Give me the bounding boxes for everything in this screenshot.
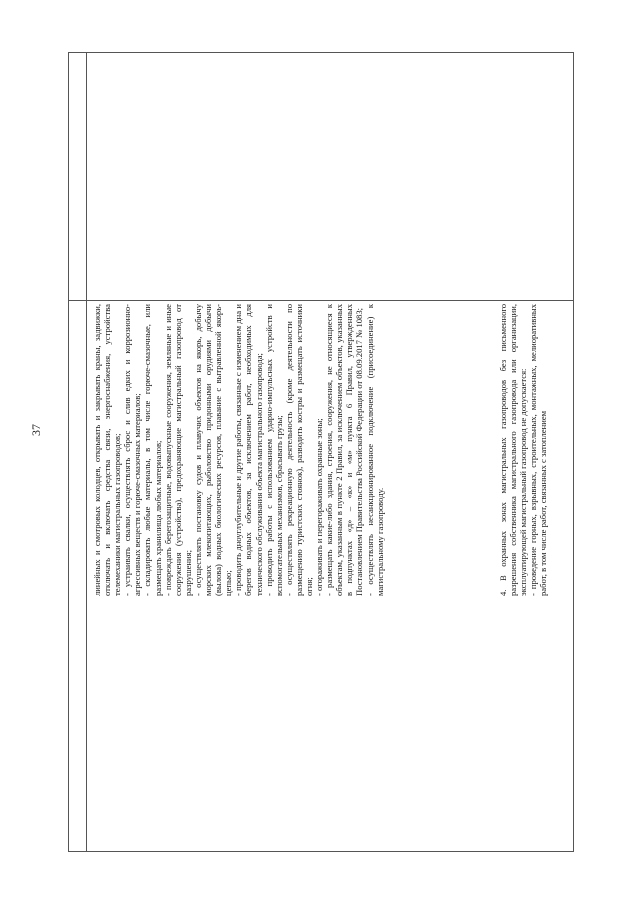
text-block-b <box>498 304 548 596</box>
text-block-a <box>92 304 385 596</box>
paragraph: 4. В охранных зонах магистральных газопроводов без письменного разрешения собственника магистрального газопровода или организации, эксплуатирующей магистральный газопровод не допускается: <box>498 304 529 596</box>
table-border-right <box>573 52 574 852</box>
paragraph: линейных и смотровых колодцев, открывать и закрывать краны, задвижки, отключать и включать средства связи, энергоснабжения, устройства телемеханики магистральных газопроводов; <box>92 304 123 596</box>
paragraph: - осуществлять постановку судов и плавучих объектов на якорь, добычу морских млекопитающих, рыболовство придонными орудиями добычи (вылова) водных биологических ресурсов, плавание с вытравленной якорь-цепью; <box>192 304 234 596</box>
paragraph: - проведение горных, взрывных, строительных, монтажных, мелиоративных работ, в том числе работ, связанных с затоплением <box>528 304 549 596</box>
table-border-left <box>68 52 69 852</box>
paragraph: - складировать любые материалы, в том числе горюче-смазочные, или размещать хранилища любых материалов; <box>142 304 163 596</box>
table-row-divider <box>68 300 574 301</box>
paragraph: - устраивать свалки, осуществлять сброс и слив едких и коррозионно-агрессивных веществ и горюче-смазочных материалов; <box>122 304 143 596</box>
paragraph: - проводить работы с использованием ударно-импульсных устройств и вспомогательных механизмов, сбрасывать грузы; <box>263 304 284 596</box>
page-number: 37 <box>29 424 43 436</box>
paragraph: - проводить дноуглубительные и другие работы, связанные с изменением дна и берегов водных объектов, за исключением работ, необходимых для технического обслуживания объекта магистрального газопровода; <box>233 304 264 596</box>
table-border-bottom <box>68 851 574 852</box>
paragraph: - огораживать и перегораживать охранные зоны; <box>314 418 325 596</box>
table-column-divider <box>86 52 87 852</box>
table-border-top <box>68 52 574 53</box>
paragraph: - размещать какие-либо здания, строения, сооружения, не относящиеся к объектам, указанным в пункте 2 Правил, за исключением объектов, указанных в подпунктах «д» – «к» и «м» пункта 6 Правил, утвержденных Постановлением Правительства Российской Федерации от 08.09.2017 № 1083; <box>324 304 365 596</box>
paragraph: - осуществлять рекреационную деятельность (кроме деятельности по размещению туристских стоянок), разводить костры и размещать источники огня; <box>283 304 314 596</box>
paragraph: - осуществлять несанкционированное подключение (присоединение) к магистральному газопроводу. <box>364 304 385 596</box>
paragraph: - повреждать берегозащитные, водовыпускные сооружения, земляные и иные сооружения (устройства), предохраняющие магистральный газопровод от разрушения; <box>162 304 193 596</box>
